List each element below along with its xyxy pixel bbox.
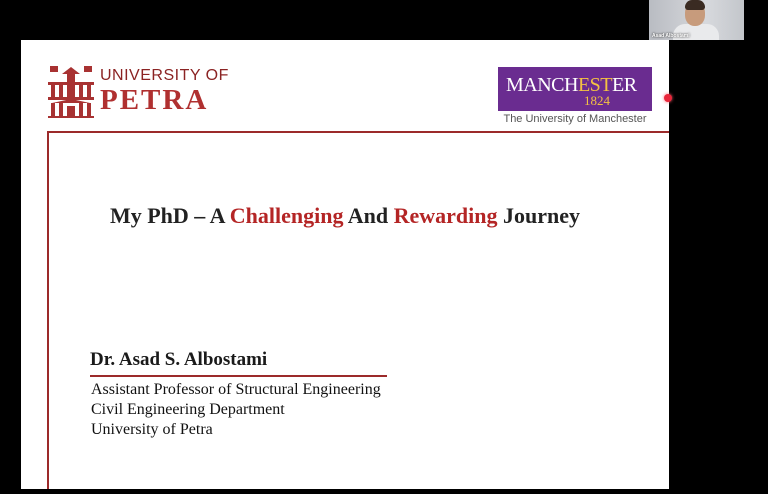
slide-frame-left-rule — [47, 131, 49, 489]
manchester-logo-subtitle: The University of Manchester — [503, 113, 647, 125]
slide-title: My PhD – A Challenging And Rewarding Journey — [109, 203, 581, 228]
slide-frame-top-rule — [47, 131, 669, 133]
laser-pointer — [664, 94, 672, 102]
participant-hair — [685, 0, 705, 10]
petra-treasury-icon — [48, 66, 94, 118]
petra-logo-top-text: UNIVERSITY OF — [100, 67, 229, 84]
manchester-logo-word: MANCHESTER — [506, 74, 637, 96]
manchester-logo — [498, 67, 652, 111]
participant-video-thumbnail[interactable] — [649, 0, 744, 40]
manchester-logo-year: 1824 — [584, 93, 610, 108]
participant-name: Asad Albostami — [652, 33, 690, 39]
author-affiliation-line: Civil Engineering Department — [91, 401, 285, 418]
author-underline — [90, 375, 387, 377]
author-name: Dr. Asad S. Albostami — [90, 349, 268, 370]
author-affiliation-line: Assistant Professor of Structural Engineering — [91, 381, 381, 398]
presentation-slide — [21, 40, 669, 489]
university-of-petra-logo — [48, 65, 228, 121]
petra-logo-main-text: PETRA — [100, 84, 209, 116]
author-affiliation-line: University of Petra — [91, 421, 213, 438]
